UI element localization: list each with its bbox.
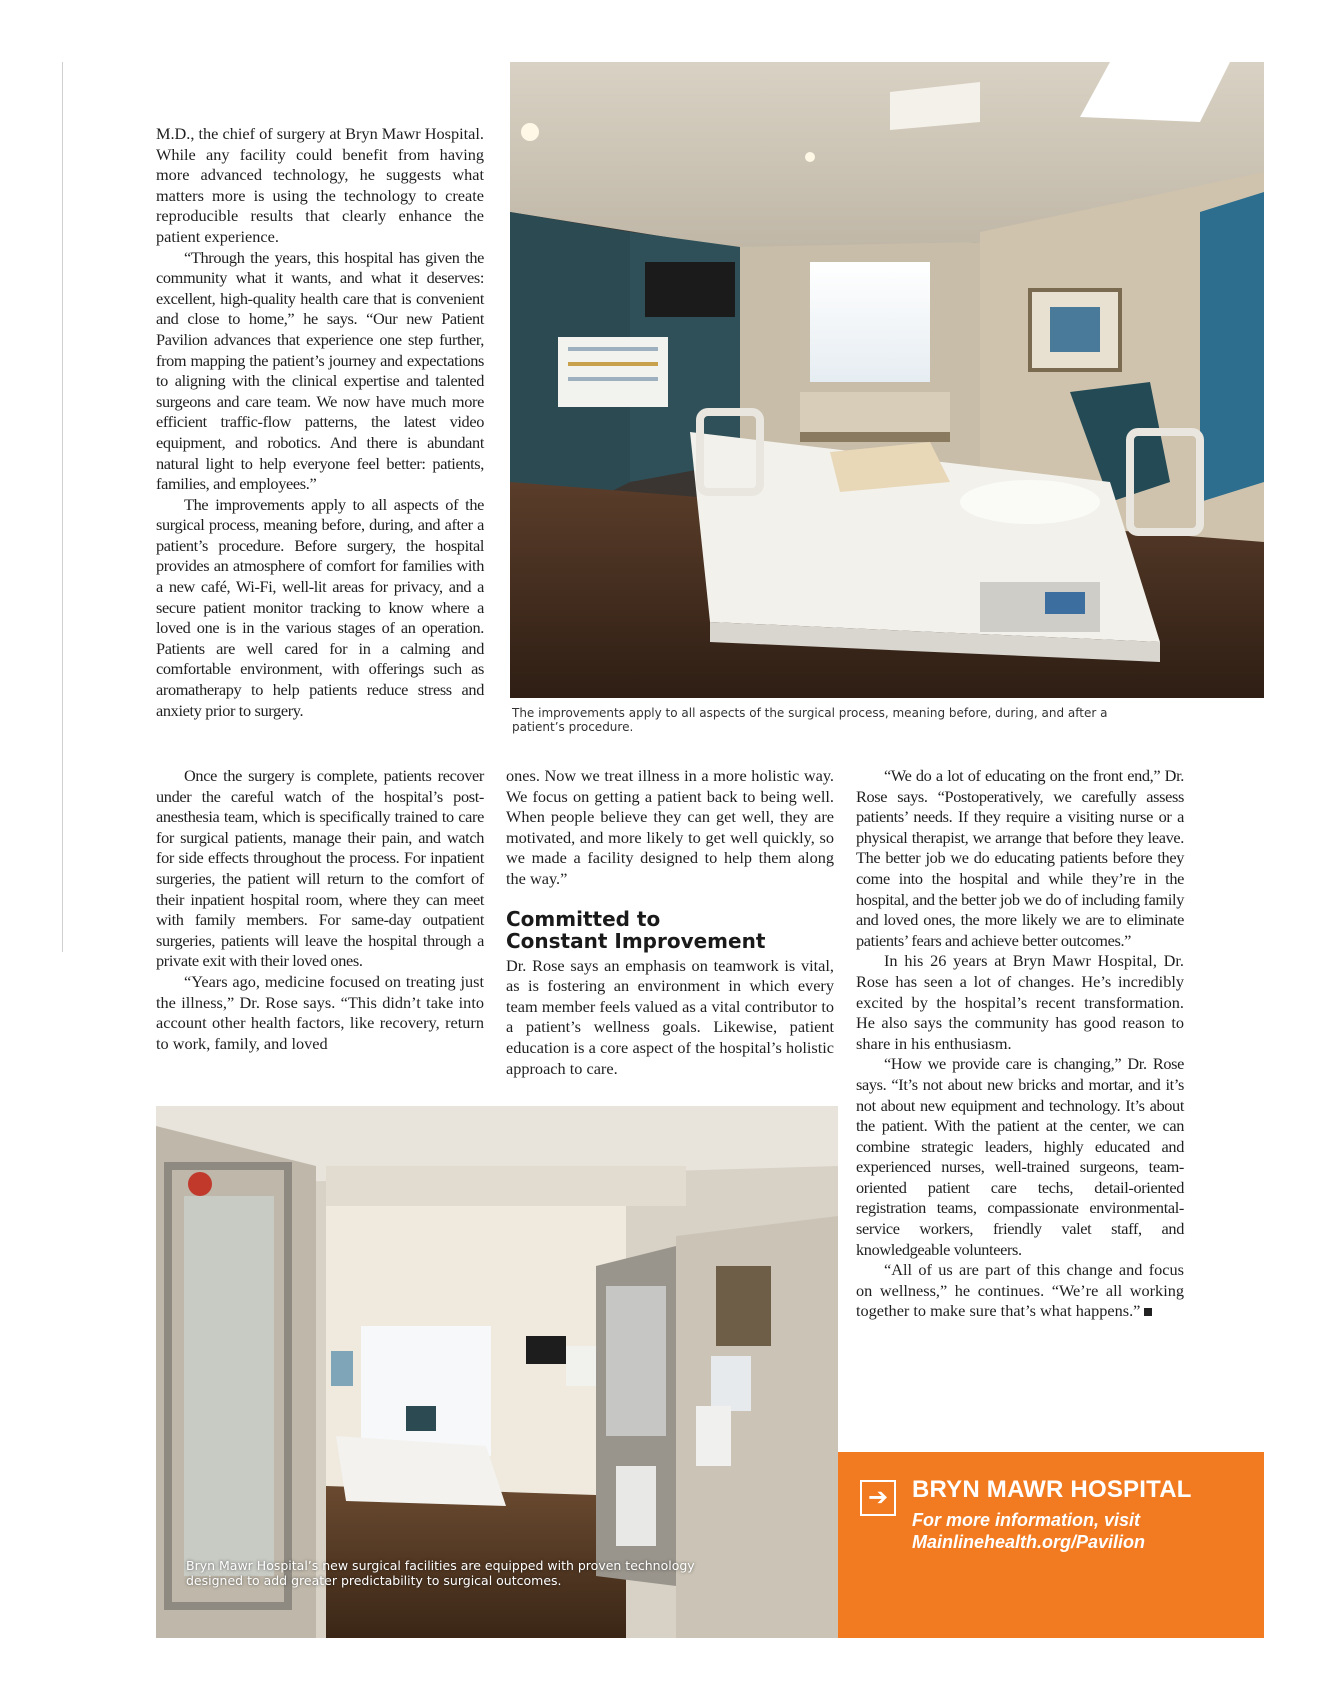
top-photo-caption: The improvements apply to all aspects of the surgical process, meaning before, during, and after a patient’s procedure. xyxy=(512,706,1108,734)
subhead-line-2: Constant Improvement xyxy=(506,928,766,953)
info-title: BRYN MAWR HOSPITAL xyxy=(912,1476,1192,1503)
paragraph: Once the surgery is complete, patients recover under the careful watch of the hospital’s post-anesthesia team, which is specifically trained to care for surgical patients, manage their pain, and watch for side effects throughout the process. For inpatient surgeries, the patient will return to the comfort of their inpatient hospital room, where they can meet with family members. For same-day outpatient surgeries, patients will leave the hospital through a private exit with their loved ones. xyxy=(156,766,484,971)
paragraph: Dr. Rose says an emphasis on teamwork is vital, as is fostering an environment in which every team member feels valued as a vital contributor to a patient’s wellness goals. Likewise, patient education is a core aspect of the hospital’s holistic approach to care. xyxy=(506,955,834,1078)
info-link[interactable]: Mainlinehealth.org/Pavilion xyxy=(912,1532,1146,1552)
paragraph: M.D., the chief of surgery at Bryn Mawr Hospital. While any facility could benefit from having more advanced technology, he suggests what matters more is using the technology to create reproducible results that clearly enhance the patient experience. xyxy=(156,124,484,246)
closing-text: “All of us are part of this change and focus on wellness,” he continues. “We’re all working together to make sure that’s what happens.” xyxy=(856,1260,1184,1321)
paragraph xyxy=(856,1260,1184,1322)
paragraph: “Through the years, this hospital has given the community what it wants, and what it deserves: excellent, high-quality health care that is convenient and close to home,” he says. “Our new Patient Pavilion advances that experience one step further, from mapping the patient’s journey and expectations to aligning with the clinical expertise and talented surgeons and care team. We now have much more efficient traffic-flow patterns, the latest video equipment, and robotics. And there is abundant natural light to help everyone feel better: patients, families, and employees.” xyxy=(156,247,484,494)
info-line-1: For more information, visit xyxy=(912,1510,1141,1530)
article-column-4 xyxy=(856,766,1184,1322)
paragraph: ones. Now we treat illness in a more holistic way. We focus on getting a patient back to being well. When people believe they can get well, they are motivated, and more likely to get well quickly, so we made a facility designed to help them along the way.” xyxy=(506,766,834,888)
bottom-photo-caption: Bryn Mawr Hospital’s new surgical facilities are equipped with proven technology designed to add greater predictability to surgical outcomes. xyxy=(186,1558,695,1588)
end-mark-icon xyxy=(1144,1308,1152,1316)
paragraph: In his 26 years at Bryn Mawr Hospital, Dr. Rose has seen a lot of changes. He’s incredibly excited by the hospital’s recent transformation. He also says the community has good reason to share in his enthusiasm. xyxy=(856,951,1184,1053)
right-arrow-icon: ➔ xyxy=(860,1480,896,1516)
article-column-2 xyxy=(156,766,484,1054)
margin-rule xyxy=(62,62,63,952)
article-column-3 xyxy=(506,766,834,1079)
hospital-room-photo xyxy=(510,62,1264,698)
article-column-1 xyxy=(156,124,484,721)
subhead-line-1: Committed to xyxy=(506,906,661,931)
info-callout-box xyxy=(838,1452,1264,1638)
paragraph: “Years ago, medicine focused on treating just the illness,” Dr. Rose says. “This didn’t take into account other health factors, like recovery, return to work, family, and loved xyxy=(156,971,484,1053)
paragraph: “How we provide care is changing,” Dr. Rose says. “It’s not about new bricks and mortar, and it’s not about new equipment and technology. It’s about the patient. With the patient at the center, we can combine strategic leaders, highly educated and experienced nurses, well-trained surgeons, team-oriented patient care techs, detail-oriented registration teams, compassionate environmental-service workers, friendly valet staff, and knowledgeable volunteers. xyxy=(856,1054,1184,1259)
section-subhead xyxy=(506,908,834,952)
paragraph: “We do a lot of educating on the front end,” Dr. Rose says. “Postoperatively, we carefully assess patients’ needs. If they require a visiting nurse or a physical therapist, we arrange that before they leave. The better job we do educating patients before they come into the hospital and while they’re in the hospital, and the better job we do of including family and loved ones, the more likely we are to eliminate patients’ fears and achieve better outcomes.” xyxy=(856,766,1184,950)
paragraph: The improvements apply to all aspects of the surgical process, meaning before, during, and after a patient’s procedure. Before surgery, the hospital provides an atmosphere of comfort for families with a new café, Wi-Fi, well-lit areas for privacy, and a secure patient monitor tracking to know where a loved one is in the various stages of an operation. Patients are well cared for in a calming and comfortable environment, with offerings such as aromatherapy to help patients reduce stress and anxiety prior to surgery. xyxy=(156,494,484,720)
